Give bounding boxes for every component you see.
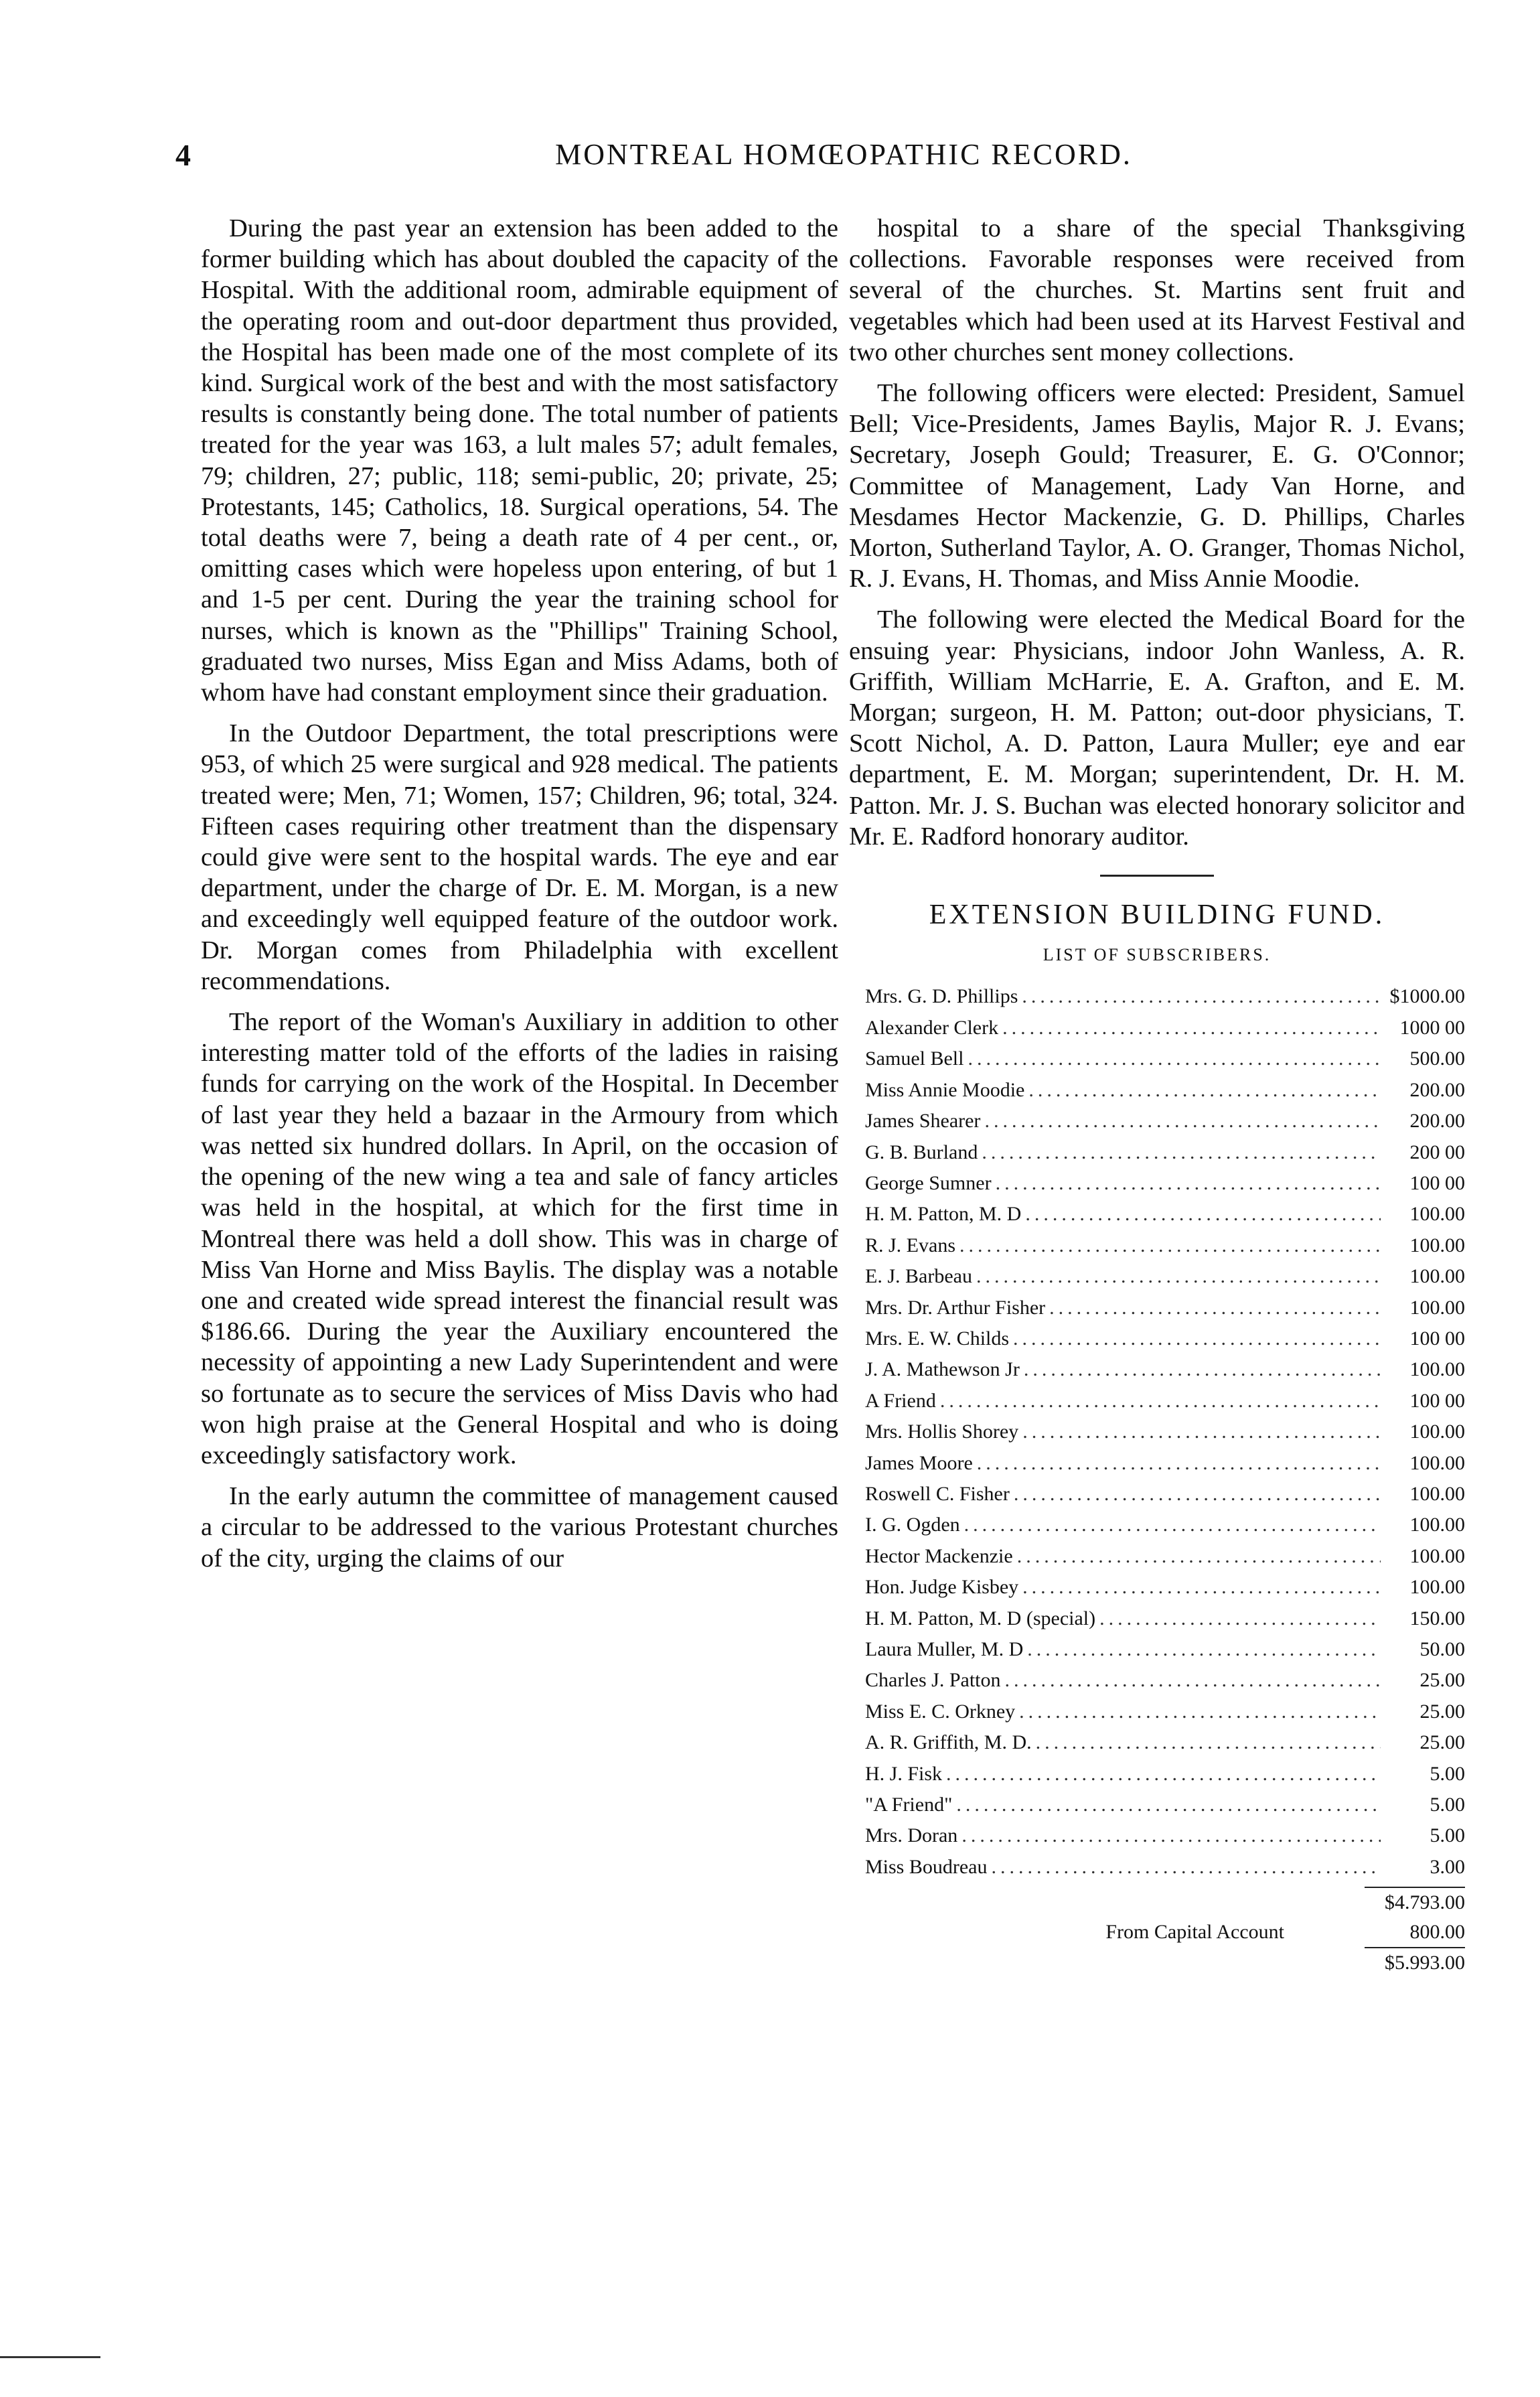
subscriber-amount: $1000.00 [1389, 985, 1465, 1008]
left-column [201, 213, 838, 1584]
leader-dots [1049, 1293, 1381, 1323]
subscriber-amount: 100.00 [1409, 1482, 1465, 1505]
leader-dots [1022, 1572, 1381, 1603]
leader-dots [1017, 1541, 1381, 1572]
subscriber-amount: 100 00 [1409, 1171, 1465, 1194]
subscriber-row [849, 1323, 1465, 1354]
subscriber-name: Laura Muller, M. D [865, 1638, 1024, 1660]
subscriber-name: Hon. Judge Kisbey [865, 1576, 1019, 1599]
subscriber-name: E. J. Barbeau [865, 1265, 972, 1288]
subscriber-row [849, 1759, 1465, 1790]
leader-dots [968, 1043, 1381, 1074]
subscriber-amount: 5.00 [1430, 1762, 1465, 1785]
leader-dots [977, 1448, 1381, 1479]
subscriber-name: Roswell C. Fisher [865, 1482, 1010, 1505]
subscriber-name: Mrs. G. D. Phillips [865, 985, 1018, 1008]
leader-dots [1024, 1354, 1381, 1385]
subscriber-amount: 100.00 [1409, 1514, 1465, 1536]
subscriber-row [849, 1820, 1465, 1851]
paragraph-officers: The following officers were elected: President, Samuel Bell; Vice-Presidents, James Baylis, Major R. J. Evans; Secretary, Joseph Gould; Treasurer, E. G. O'Connor; Committee of Management, Lady Van Horne, and Mesdames Hector Mackenzie, G. D. Phillips, Charles Morton, Sutherland Taylor, A. O. Granger, Thomas Nichol, R. J. Evans, H. Thomas, and Miss Annie Moodie. [849, 379, 1465, 593]
subscriber-amount: 200 00 [1409, 1141, 1465, 1163]
leader-dots [992, 1852, 1381, 1883]
subscriber-amount: 500.00 [1409, 1047, 1465, 1070]
subscriber-amount: 100.00 [1409, 1576, 1465, 1599]
subscriber-amount: 100 00 [1409, 1389, 1465, 1412]
subscriber-name: George Sumner [865, 1171, 992, 1194]
subscriber-amount: 100.00 [1409, 1421, 1465, 1443]
capital-account-amount: 800.00 [1409, 1921, 1465, 1944]
subscriber-amount: 5.00 [1430, 1824, 1465, 1847]
leader-dots [956, 1790, 1381, 1820]
subscriber-row [849, 1043, 1465, 1074]
subscriber-name: A Friend [865, 1389, 936, 1412]
subscriber-amount: 200.00 [1409, 1078, 1465, 1101]
subscriber-row [849, 1448, 1465, 1479]
subscriber-row [849, 1510, 1465, 1540]
subscriber-row [849, 1727, 1465, 1758]
subscriber-name: Miss Boudreau [865, 1855, 988, 1878]
subscriber-row [849, 1665, 1465, 1696]
paragraph-thanksgiving: hospital to a share of the special Thanksgiving collections. Favorable responses were received from several of the churches. St. Martins sent fruit and vegetables which had been used at its Harvest Festival and two other churches sent money collections. [849, 214, 1465, 366]
paragraph-outdoor-department: In the Outdoor Department, the total prescriptions were 953, of which 25 were surgical and 928 medical. The patients treated were; Men, 71; Women, 157; Children, 96; total, 324. Fifteen cases requiring other treatment than the dispensary could give were sent to the hospital wards. The eye and ear department, under the charge of Dr. E. M. Morgan, is a new and exceedingly well equipped feature of the outdoor work. Dr. Morgan comes from Philadelphia with excellent recommendations. [201, 719, 838, 995]
leader-dots [940, 1386, 1381, 1417]
subscriber-row [849, 1354, 1465, 1385]
section-divider [1100, 875, 1214, 877]
subscriber-row [849, 1790, 1465, 1820]
leader-dots [946, 1759, 1381, 1790]
subscriber-row [849, 1696, 1465, 1727]
subscriber-amount: 100.00 [1409, 1203, 1465, 1226]
paragraph-medical-board: The following were elected the Medical Board for the ensuing year: Physicians, indoor John Wanless, A. R. Griffith, William McHarrie, E. A. Grafton, and E. M. Morgan; surgeon, H. M. Patton; out-door physicians, T. Scott Nichol, A. D. Patton, Laura Muller; eye and ear department, E. M. Morgan; superintendent, Dr. H. M. Patton. Mr. J. S. Buchan was elected honorary solicitor and Mr. E. Radford honorary auditor. [849, 605, 1465, 851]
subscriber-name: R. J. Evans [865, 1234, 955, 1256]
leader-dots [1022, 981, 1381, 1012]
leader-dots [984, 1106, 1381, 1137]
subscriber-row [849, 1603, 1465, 1634]
leader-dots [996, 1168, 1381, 1199]
leader-dots [1022, 1417, 1381, 1447]
leader-dots [982, 1137, 1381, 1168]
grand-total-amount: $5.993.00 [1385, 1952, 1465, 1974]
subscriber-name: Charles J. Patton [865, 1669, 1001, 1692]
subscriber-amount: 100.00 [1409, 1296, 1465, 1319]
subscriber-amount: 25.00 [1419, 1700, 1465, 1723]
paragraph-womans-auxiliary: The report of the Woman's Auxiliary in addition to other interesting matter told of the efforts of the ladies in raising funds for carrying on the work of the Hospital. In December of last year they held a bazaar in the Armoury from which was netted six hundred dollars. In April, on the occasion of the opening of the new wing a tea and sale of fancy articles was held in the hospital, at which for the first time in Montreal there was held a doll show. This was in charge of Miss Van Horne and Miss Baylis. The display was a notable one and created wide spread interest the financial result was $186.66. During the year the Auxiliary encountered the necessity of appointing a new Lady Superintendent and were so fortunate as to secure the services of Miss Davis who had won high praise at the General Hospital and who is doing exceedingly satisfactory work. [201, 1008, 838, 1469]
subscriber-amount: 100.00 [1409, 1234, 1465, 1256]
subscriber-row [849, 1075, 1465, 1106]
subscriber-name: Mrs. E. W. Childs [865, 1327, 1010, 1350]
subscriber-row [849, 1852, 1465, 1883]
subscriber-row [849, 1168, 1465, 1199]
subscriber-name: Miss E. C. Orkney [865, 1700, 1016, 1723]
subscriber-amount: 1000 00 [1399, 1016, 1465, 1039]
margin-mark [0, 2356, 100, 2358]
leader-dots [1014, 1479, 1381, 1510]
subscriber-name: Hector Mackenzie [865, 1544, 1013, 1567]
subscriber-row [849, 1199, 1465, 1230]
subscriber-name: Mrs. Dr. Arthur Fisher [865, 1296, 1046, 1319]
subscriber-amount: 3.00 [1430, 1855, 1465, 1878]
subscriber-name: Miss Annie Moodie [865, 1078, 1025, 1101]
subscriber-row [849, 1541, 1465, 1572]
subscriber-list [849, 981, 1465, 1883]
subscriber-name: Samuel Bell [865, 1047, 964, 1070]
fund-totals [849, 1887, 1465, 1978]
page-number: 4 [175, 138, 191, 172]
subscriber-amount: 100.00 [1409, 1544, 1465, 1567]
subscriber-amount: 25.00 [1419, 1669, 1465, 1692]
leader-dots [961, 1820, 1381, 1851]
capital-account-label: From Capital Account [1105, 1921, 1284, 1944]
subscriber-row [849, 1137, 1465, 1168]
subscriber-name: James Moore [865, 1451, 973, 1474]
subscriber-amount: 50.00 [1419, 1638, 1465, 1660]
page-header [0, 0, 1540, 194]
subscriber-row [849, 1572, 1465, 1603]
grand-total-row [849, 1948, 1465, 1978]
subscriber-amount: 5.00 [1430, 1794, 1465, 1816]
subtotal-row [849, 1888, 1465, 1917]
leader-dots [964, 1510, 1381, 1540]
subscriber-row [849, 1386, 1465, 1417]
leader-dots [1027, 1634, 1381, 1665]
subscriber-row [849, 1417, 1465, 1447]
subscriber-row [849, 981, 1465, 1012]
leader-dots [1019, 1696, 1381, 1727]
subscriber-amount: 200.00 [1409, 1110, 1465, 1133]
subscriber-name: A. R. Griffith, M. D. [865, 1731, 1032, 1754]
subscriber-name: I. G. Ogden [865, 1514, 960, 1536]
running-title: MONTREAL HOMŒOPATHIC RECORD. [555, 138, 1132, 171]
subscriber-amount: 100 00 [1409, 1327, 1465, 1350]
subscriber-row [849, 1261, 1465, 1292]
subscriber-row [849, 1106, 1465, 1137]
fund-subtitle: LIST OF SUBSCRIBERS. [1043, 945, 1272, 965]
leader-dots [1025, 1199, 1381, 1230]
subscriber-amount: 100.00 [1409, 1451, 1465, 1474]
subscriber-name: H. J. Fisk [865, 1762, 943, 1785]
subscriber-row [849, 1013, 1465, 1043]
subscriber-amount: 150.00 [1409, 1607, 1465, 1629]
subscriber-name: J. A. Mathewson Jr [865, 1358, 1020, 1381]
leader-dots [976, 1261, 1381, 1292]
paragraph-extension: During the past year an extension has been added to the former building which has about doubled the capacity of the Hospital. With the additional room, admirable equipment of the operating room and out-door department thus provided, the Hospital has been made one of the most complete of its kind. Surgical work of the best and with the most satisfactory results is constantly being done. The total number of patients treated for the year was 163, a lult males 57; adult females, 79; children, 27; public, 118; semi-public, 20; private, 25; Protestants, 145; Catholics, 18. Surgical operations, 54. The total deaths were 7, being a death rate of 4 per cent., or, omitting cases which were hopeless upon entering, of but 1 and 1-5 per cent. During the year the training school for nurses, which is known as the "Phillips" Training School, graduated two nurses, Miss Egan and Miss Adams, both of whom have had constant employment since their graduation. [201, 214, 838, 707]
subscriber-name: "A Friend" [865, 1794, 953, 1816]
leader-dots [1013, 1323, 1381, 1354]
leader-dots [1036, 1727, 1381, 1758]
subscriber-amount: 100.00 [1409, 1265, 1465, 1288]
subscriber-name: Mrs. Hollis Shorey [865, 1421, 1019, 1443]
subscriber-row [849, 1293, 1465, 1323]
subscriber-name: H. M. Patton, M. D [865, 1203, 1022, 1226]
capital-account-row [849, 1917, 1465, 1947]
leader-dots [1028, 1075, 1381, 1106]
subscriber-name: G. B. Burland [865, 1141, 978, 1163]
subscriber-row [849, 1634, 1465, 1665]
subscriber-row [849, 1230, 1465, 1261]
subscriber-name: H. M. Patton, M. D (special) [865, 1607, 1096, 1629]
right-column [849, 213, 1465, 1978]
subscriber-amount: 100.00 [1409, 1358, 1465, 1381]
leader-dots [1002, 1013, 1381, 1043]
leader-dots [1099, 1603, 1381, 1634]
fund-title: EXTENSION BUILDING FUND. [929, 899, 1385, 931]
paragraph-autumn-circular: In the early autumn the committee of management caused a circular to be addressed to the various Protestant churches of the city, urging the claims of our [201, 1482, 838, 1573]
subtotal-amount: $4.793.00 [1385, 1891, 1465, 1914]
subscriber-amount: 25.00 [1419, 1731, 1465, 1754]
subscriber-row [849, 1479, 1465, 1510]
leader-dots [1005, 1665, 1381, 1696]
subscriber-name: Mrs. Doran [865, 1824, 958, 1847]
leader-dots [959, 1230, 1381, 1261]
subscriber-name: James Shearer [865, 1110, 981, 1133]
subscriber-name: Alexander Clerk [865, 1016, 999, 1039]
